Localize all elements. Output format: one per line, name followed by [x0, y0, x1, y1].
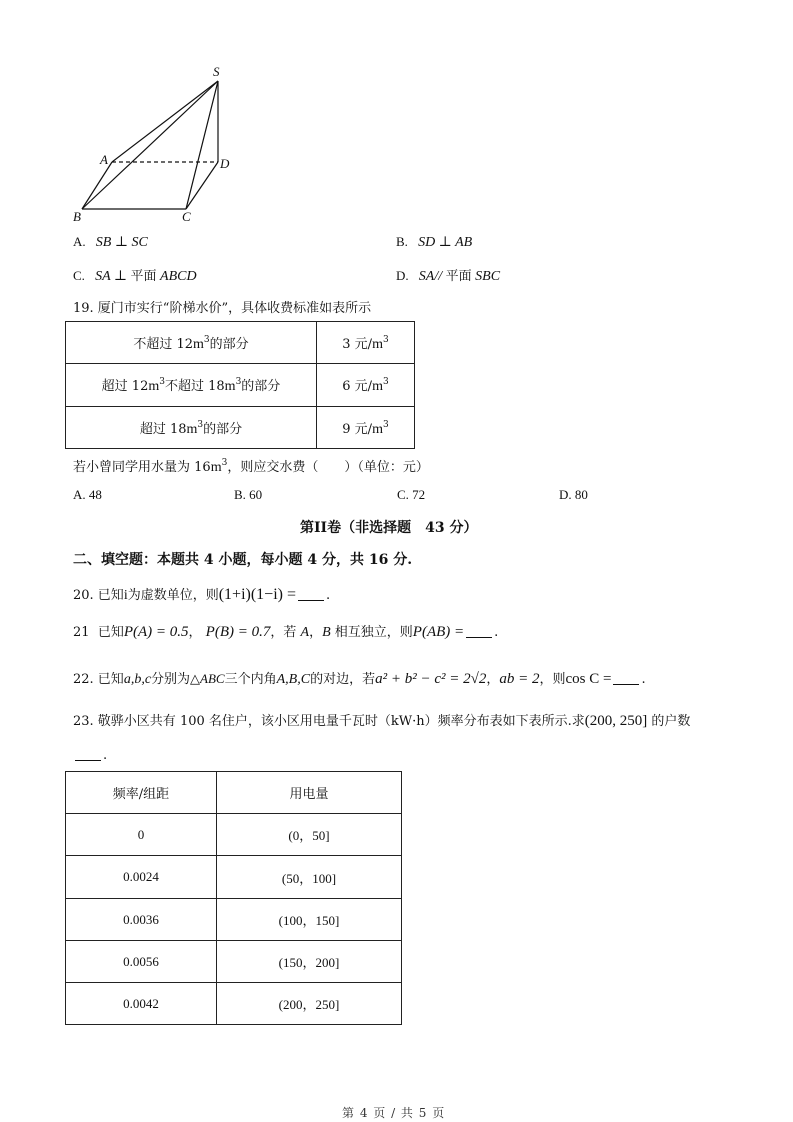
table-row: 0.0036 (100，150]: [66, 899, 402, 941]
header-usage: 用电量: [217, 772, 402, 814]
table-row: [66, 322, 415, 364]
q19-stem: 19. 厦门市实行“阶梯水价”，具体收费标准如表所示: [73, 301, 372, 316]
q19-question: 若小曾同学用水量为 $16m^3$，则应交水费（ ）（单位：元）: [73, 458, 429, 475]
q19-option-d[interactable]: D. 80: [559, 487, 588, 502]
price-cell: 6 元$/m^3$: [317, 364, 415, 407]
page-footer: 第 4 页 / 共 5 页: [342, 1106, 446, 1120]
table-row: 0.0042 (200，250]: [66, 983, 402, 1025]
range-cell: 超过 $18m^3$的部分: [66, 407, 317, 449]
label-d: D: [220, 156, 230, 171]
q23-stem: 23. 敬骅小区共有 100 名住户，该小区用电量千瓦时（kW·h）频率分布表如下表所示.求(200, 250] 的户数: [73, 713, 691, 729]
q22: 22. 已知a,b,c分别为△ABC三个内角A,B,C的对边，若a² + b² − c² = 2√2，ab = 2，则cos C = .: [73, 671, 646, 687]
frequency-table: [65, 771, 402, 1025]
label-b: B: [73, 209, 81, 224]
table-row: [66, 407, 415, 449]
answer-blank[interactable]: [298, 588, 324, 601]
price-cell: 9 元$/m^3$: [317, 407, 415, 449]
q18-option-c[interactable]: C. SA ⊥ 平面 ABCD: [73, 268, 197, 284]
section-subtitle: 二、填空题：本题共 4 小题，每小题 4 分，共 16 分.: [73, 552, 413, 568]
section-title: 第II卷（非选择题 43 分）: [300, 520, 478, 536]
q23-answer-line: .: [73, 748, 107, 763]
q21: 21 已知P(A) = 0.5， P(B) = 0.7，若 A，B 相互独立，则P(AB) = .: [73, 624, 499, 640]
table-row: 0.0024 (50，100]: [66, 856, 402, 899]
price-cell: 3 元$/m^3$: [317, 322, 415, 364]
q18-option-b[interactable]: B. SD ⊥ AB: [396, 234, 473, 250]
answer-blank[interactable]: [613, 672, 639, 685]
water-price-table: [65, 321, 415, 449]
q20: 20. 已知i为虚数单位，则(1+i)(1−i) = .: [73, 586, 331, 603]
label-c: C: [182, 209, 191, 224]
table-header-row: [66, 772, 402, 814]
pyramid-figure: [60, 60, 250, 230]
answer-blank[interactable]: [466, 625, 492, 638]
q18-option-d[interactable]: D. SA// 平面 SBC: [396, 268, 501, 284]
q19-option-c[interactable]: C. 72: [397, 487, 426, 502]
answer-blank[interactable]: [75, 748, 101, 761]
table-row: 0.0056 (150，200]: [66, 941, 402, 983]
q18-option-a[interactable]: A. SB ⊥ SC: [73, 234, 148, 250]
q19-option-a[interactable]: A. 48: [73, 487, 102, 502]
table-row: [66, 364, 415, 407]
table-row: 0 (0，50]: [66, 814, 402, 856]
label-s: S: [213, 64, 220, 79]
q19-option-b[interactable]: B. 60: [234, 487, 263, 502]
range-cell: 不超过 $12m^3$的部分: [66, 322, 317, 364]
label-a: A: [100, 152, 108, 167]
header-frequency: 频率/组距: [66, 772, 217, 814]
range-cell: 超过 $12m^3$不超过 $18m^3$的部分: [66, 364, 317, 407]
